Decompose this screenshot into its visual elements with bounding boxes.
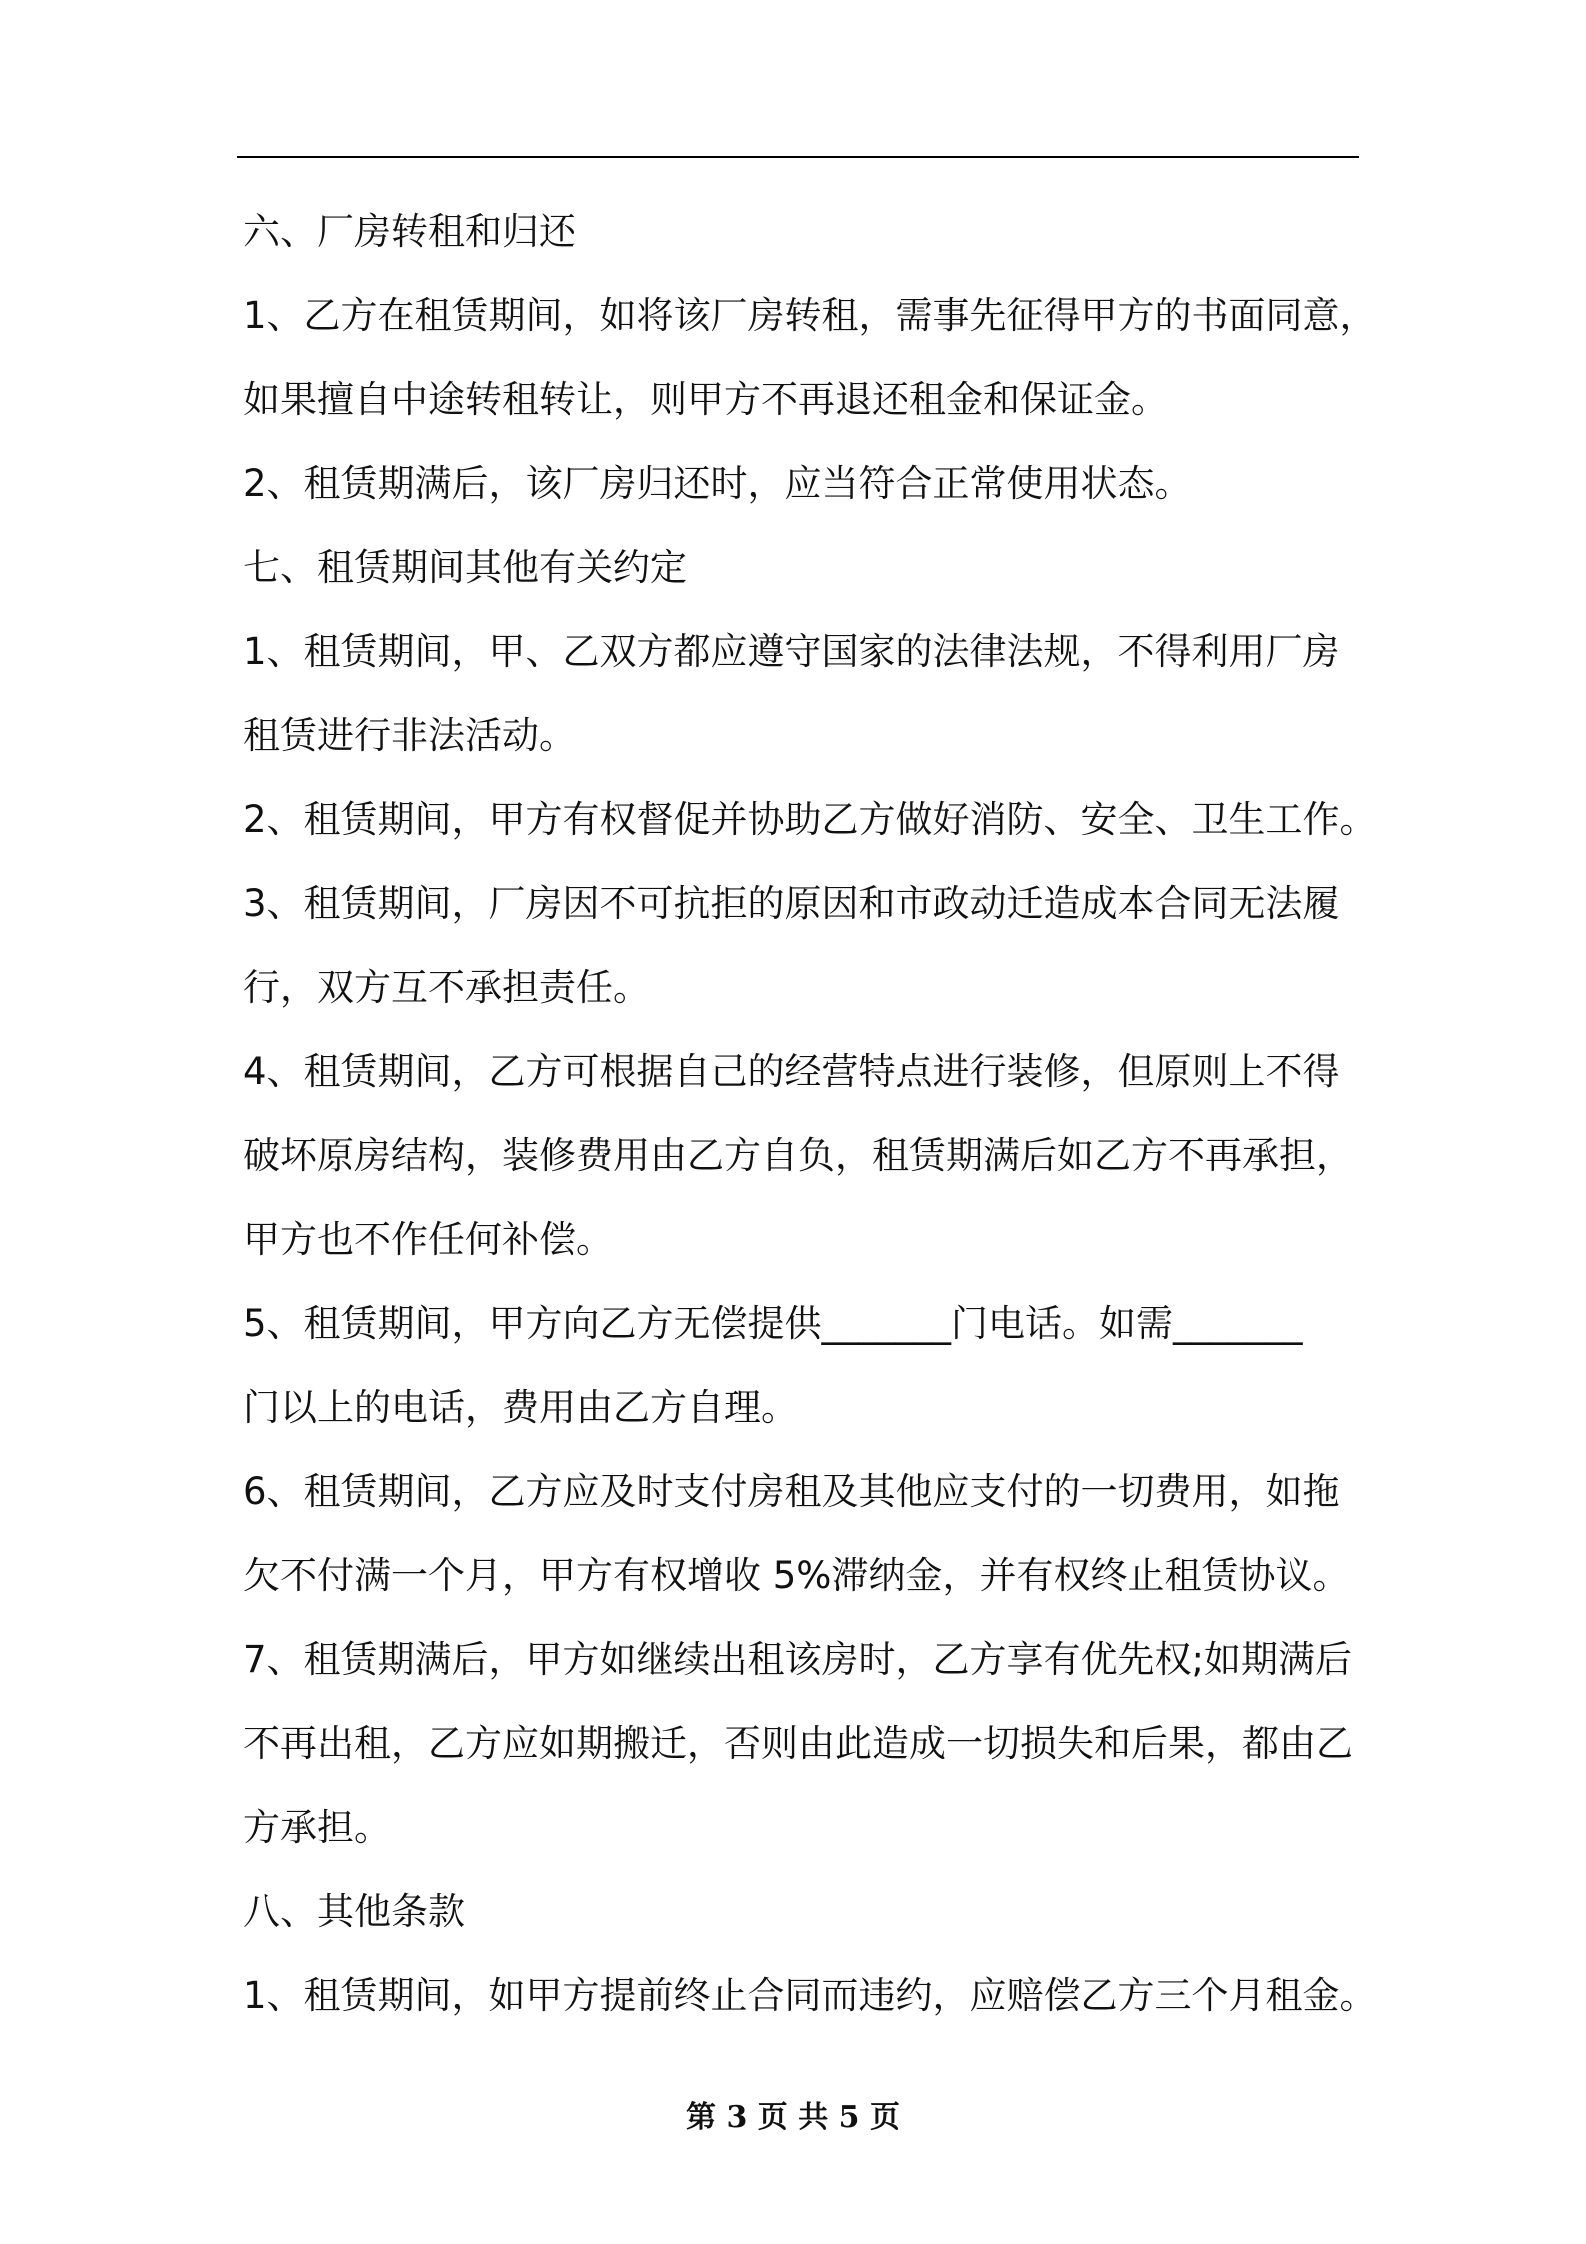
section-heading-7: 七、租赁期间其他有关约定 [243,546,687,589]
paragraph-line: 1、乙方在租赁期间，如将该厂房转租，需事先征得甲方的书面同意， [243,294,1377,337]
paragraph-line: 方承担。 [243,1806,391,1849]
section-heading-8: 八、其他条款 [243,1890,465,1933]
paragraph-line: 2、租赁期间，甲方有权督促并协助乙方做好消防、安全、卫生工作。 [243,798,1377,841]
paragraph-line: 行，双方互不承担责任。 [243,966,650,1009]
paragraph-line: 5、租赁期间，甲方向乙方无偿提供_______门电话。如需_______ [243,1302,1303,1345]
paragraph-line: 不再出租，乙方应如期搬迁，否则由此造成一切损失和后果，都由乙 [243,1722,1353,1765]
paragraph-line: 1、租赁期间，甲、乙双方都应遵守国家的法律法规，不得利用厂房 [243,630,1340,673]
page-number-footer: 第 3 页 共 5 页 [686,2100,900,2135]
paragraph-line: 1、租赁期间，如甲方提前终止合同而违约，应赔偿乙方三个月租金。 [243,1974,1377,2017]
section-heading-6: 六、厂房转租和归还 [243,210,576,253]
document-body [243,190,1377,2038]
paragraph-line: 7、租赁期满后，甲方如继续出租该房时，乙方享有优先权;如期满后 [243,1638,1353,1681]
header-rule [237,156,1359,158]
paragraph-line: 甲方也不作任何补偿。 [243,1218,613,1261]
paragraph-line: 破坏原房结构，装修费用由乙方自负，租赁期满后如乙方不再承担， [243,1134,1353,1177]
paragraph-line: 租赁进行非法活动。 [243,714,576,757]
paragraph-line: 2、租赁期满后，该厂房归还时，应当符合正常使用状态。 [243,462,1192,505]
paragraph-line: 3、租赁期间，厂房因不可抗拒的原因和市政动迁造成本合同无法履 [243,882,1340,925]
paragraph-line: 欠不付满一个月，甲方有权增收 5%滞纳金，并有权终止租赁协议。 [243,1554,1350,1597]
paragraph-line: 如果擅自中途转租转让，则甲方不再退还租金和保证金。 [243,378,1168,421]
paragraph-line: 门以上的电话，费用由乙方自理。 [243,1386,798,1429]
paragraph-line: 6、租赁期间，乙方应及时支付房租及其他应支付的一切费用，如拖 [243,1470,1340,1513]
paragraph-line: 4、租赁期间，乙方可根据自己的经营特点进行装修，但原则上不得 [243,1050,1340,1093]
